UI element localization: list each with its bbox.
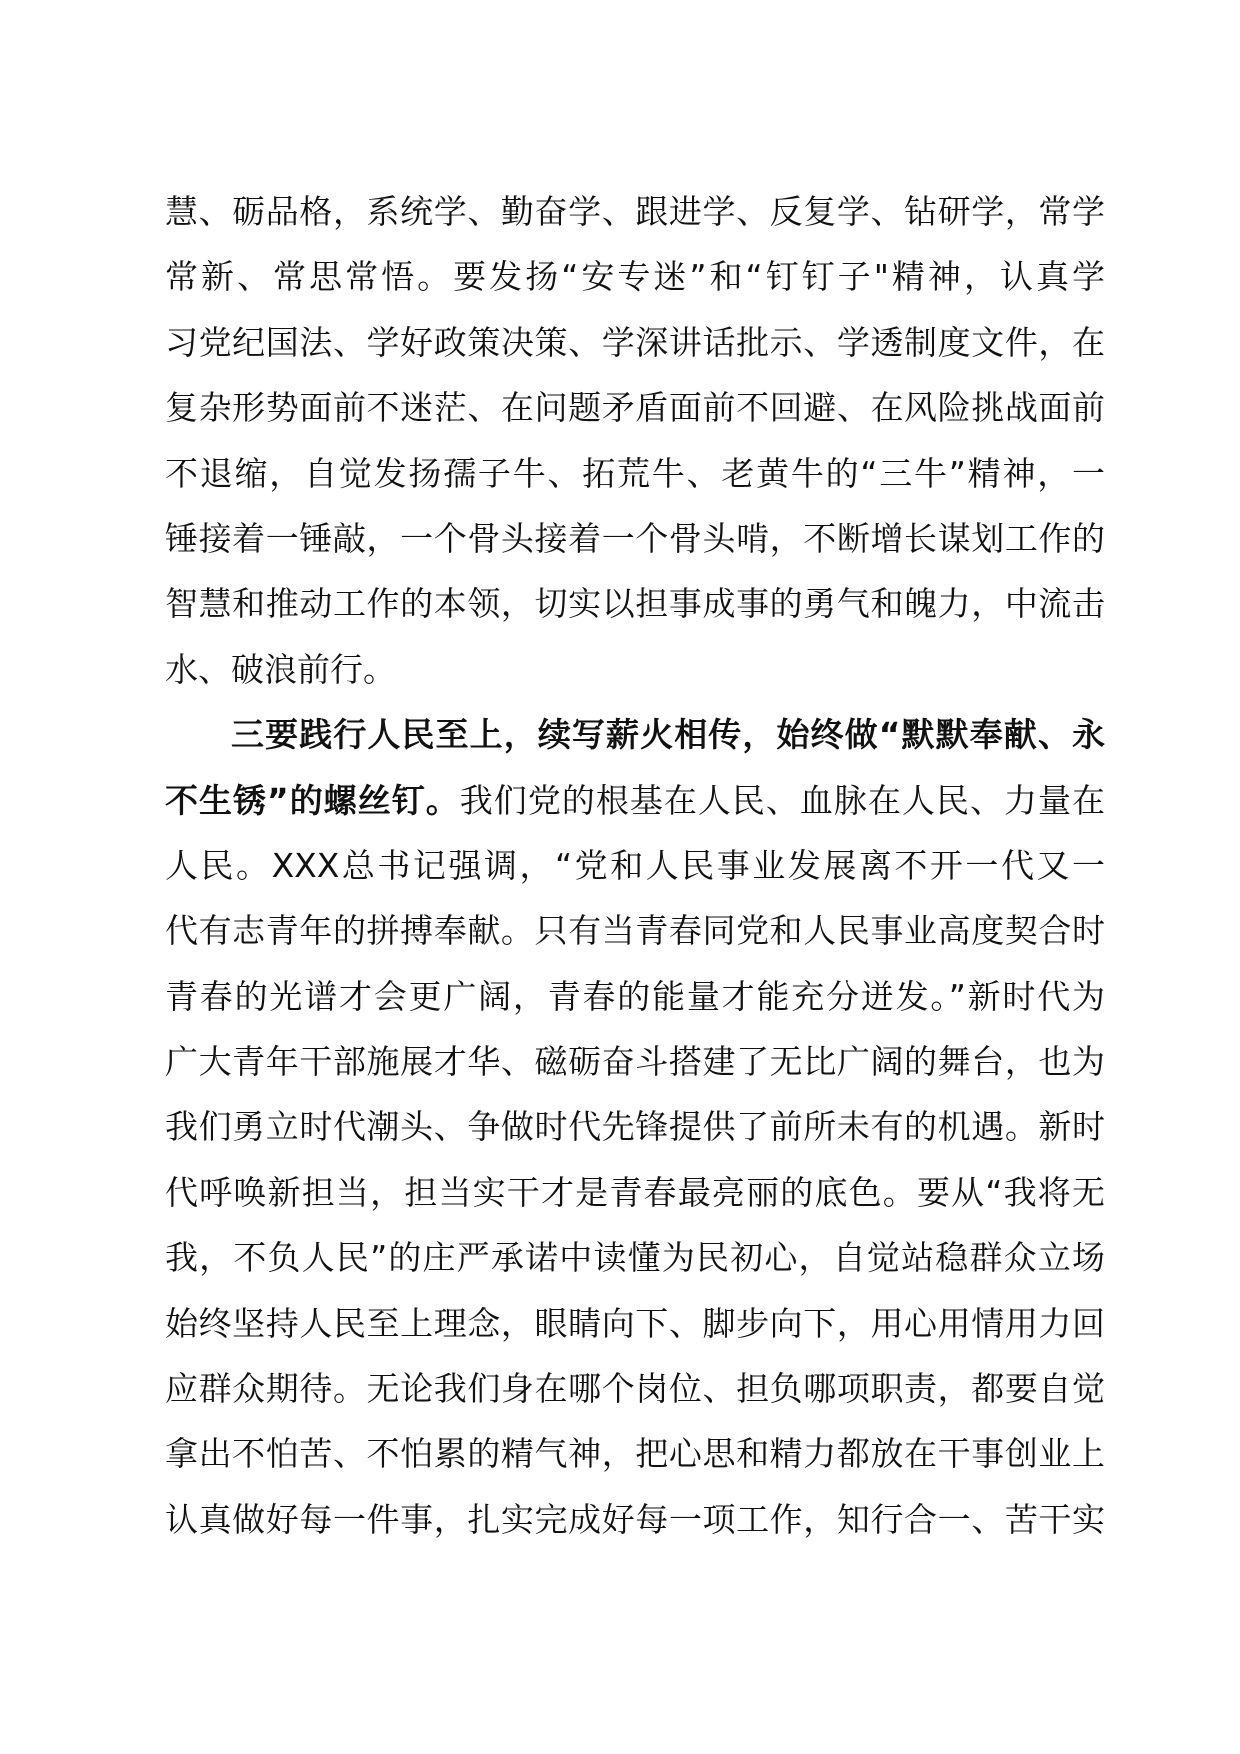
text-line: 习党纪国法、学好政策决策、学深讲话批示、学透制度文件，在 bbox=[165, 322, 1105, 362]
body-text bbox=[165, 179, 1105, 1552]
text-line: 认真做好每一件事，扎实完成好每一项工作，知行合一、苦干实 bbox=[165, 1499, 1105, 1539]
text-line: 不退缩，自觉发扬孺子牛、拓荒牛、老黄牛的“三牛”精神，一 bbox=[165, 453, 1105, 493]
text-line: 人民。XXX总书记强调，“党和人民事业发展离不开一代又一 bbox=[165, 845, 1105, 885]
text-run: 我们党的根基在人民、血脉在人民、力量在 bbox=[459, 780, 1105, 820]
text-line: 广大青年干部施展才华、磁砺奋斗搭建了无比广阔的舞台，也为 bbox=[165, 1042, 1105, 1082]
text-line: 应群众期待。无论我们身在哪个岗位、担负哪项职责，都要自觉 bbox=[165, 1369, 1105, 1409]
text-line: 代呼唤新担当，担当实干才是青春最亮丽的底色。要从“我将无 bbox=[165, 1172, 1105, 1212]
text-line: 锤接着一锤敲，一个骨头接着一个骨头啃，不断增长谋划工作的 bbox=[165, 518, 1105, 558]
text-line: 拿出不怕苦、不怕累的精气神，把心思和精力都放在干事创业上 bbox=[165, 1434, 1105, 1474]
text-line: 水、破浪前行。 bbox=[165, 649, 396, 689]
text-line: 我，不负人民”的庄严承诺中读懂为民初心，自觉站稳群众立场 bbox=[165, 1238, 1105, 1278]
text-line: 我们勇立时代潮头、争做时代先锋提供了前所未有的机遇。新时 bbox=[165, 1107, 1105, 1147]
text-line: 复杂形势面前不迷茫、在问题矛盾面前不回避、在风险挑战面前 bbox=[165, 388, 1105, 428]
text-line: 智慧和推动工作的本领，切实以担事成事的勇气和魄力，中流击 bbox=[165, 584, 1105, 624]
text-line: 始终坚持人民至上理念，眼睛向下、脚步向下，用心用情用力回 bbox=[165, 1303, 1105, 1343]
section-heading-line: 三要践行人民至上，续写薪火相传，始终做“默默奉献、永 bbox=[231, 715, 1105, 755]
section-heading-end: 不生锈”的螺丝钉。 bbox=[165, 780, 460, 820]
text-line: 代有志青年的拼搏奉献。只有当青春同党和人民事业高度契合时 bbox=[165, 911, 1105, 951]
text-line: 青春的光谱才会更广阔，青春的能量才能充分迸发。”新时代为 bbox=[165, 976, 1105, 1016]
mixed-line bbox=[165, 768, 1105, 833]
text-line: 慧、砺品格，系统学、勤奋学、跟进学、反复学、钻研学，常学 bbox=[165, 192, 1105, 231]
text-line: 常新、常思常悟。要发扬“安专迷”和“钉钉子"精神，认真学 bbox=[165, 257, 1105, 297]
